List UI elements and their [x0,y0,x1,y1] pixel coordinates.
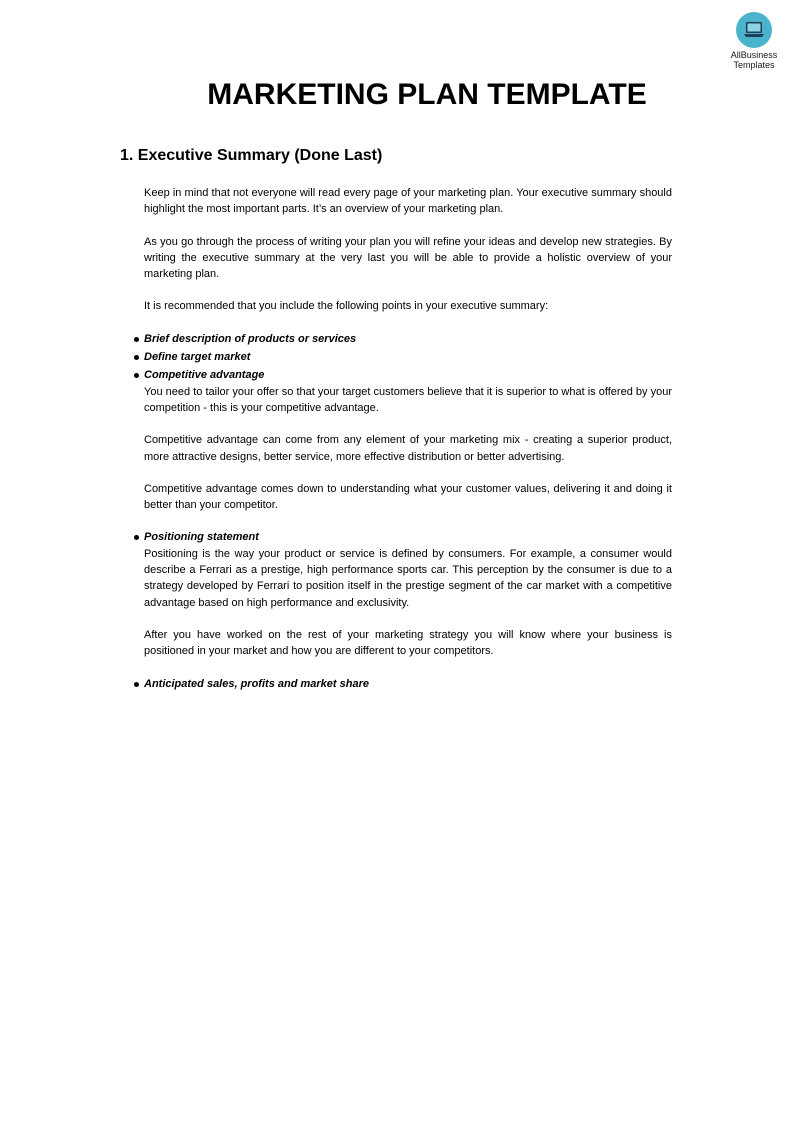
bullet-dot-icon [134,337,139,342]
bullet-item [144,349,672,365]
bullet-label: Anticipated sales, profits and market share [144,677,369,690]
laptop-icon [743,21,765,39]
logo-text-line2: Templates [733,60,775,70]
bullet-item [144,529,672,659]
bullet-paragraph: You need to tailor your offer so that your target customers believe that it is superior to what is offered by your competition - this is your competitive advantage. [144,385,672,414]
bullet-dot-icon [134,535,139,540]
allbusiness-templates-logo [723,12,785,70]
bullet-item [144,367,672,513]
bullet-label: Brief description of products or services [144,332,357,345]
bullet-dot-icon [134,373,139,378]
bullet-list [144,331,672,692]
bullet-label: Competitive advantage [144,369,265,382]
bullet-paragraph: Competitive advantage comes down to understanding what your customer values, delivering it and doing it better than your competitor. [144,482,672,512]
logo-circle [736,12,772,48]
bullet-dot-icon [134,682,139,687]
bullet-dot-icon [134,355,139,360]
bullet-item [144,676,672,692]
intro-paragraph: As you go through the process of writing your plan you will refine your ideas and develop new strategies. By writing the executive summary at the very last you will be able to provide a holistic overview of your marketing plan. [144,235,672,281]
logo-text-line1: AllBusiness [730,50,778,60]
intro-paragraph: It is recommended that you include the following points in your executive summary: [144,300,549,313]
document-title: MARKETING PLAN TEMPLATE [207,78,647,111]
logo-text [723,50,785,70]
bullet-paragraph: Positioning is the way your product or service is defined by consumers. For example, a consumer would describe a Ferrari as a prestige, high performance sports car. This perception by the consumer is due to a strategy developed by Ferrari to position itself in the prestige segment of the car market with a competitive advantage based on high performance and exclusivity. [144,547,672,609]
bullet-label: Define target market [144,351,251,364]
bullet-paragraph: After you have worked on the rest of your marketing strategy you will know where your business is positioned in your market and how you are different to your competitors. [144,628,672,658]
bullet-label: Positioning statement [144,531,259,544]
intro-paragraph: Keep in mind that not everyone will read every page of your marketing plan. Your executive summary should highlight the most important parts. It’s an overview of your marketing plan. [144,187,672,216]
bullet-item [144,331,672,347]
section-heading: 1. Executive Summary (Done Last) [120,147,383,164]
bullet-paragraph: Competitive advantage can come from any element of your marketing mix - creating a superior product, more attractive designs, better service, more effective distribution or better advertising. [144,434,672,463]
section-body [144,185,672,694]
